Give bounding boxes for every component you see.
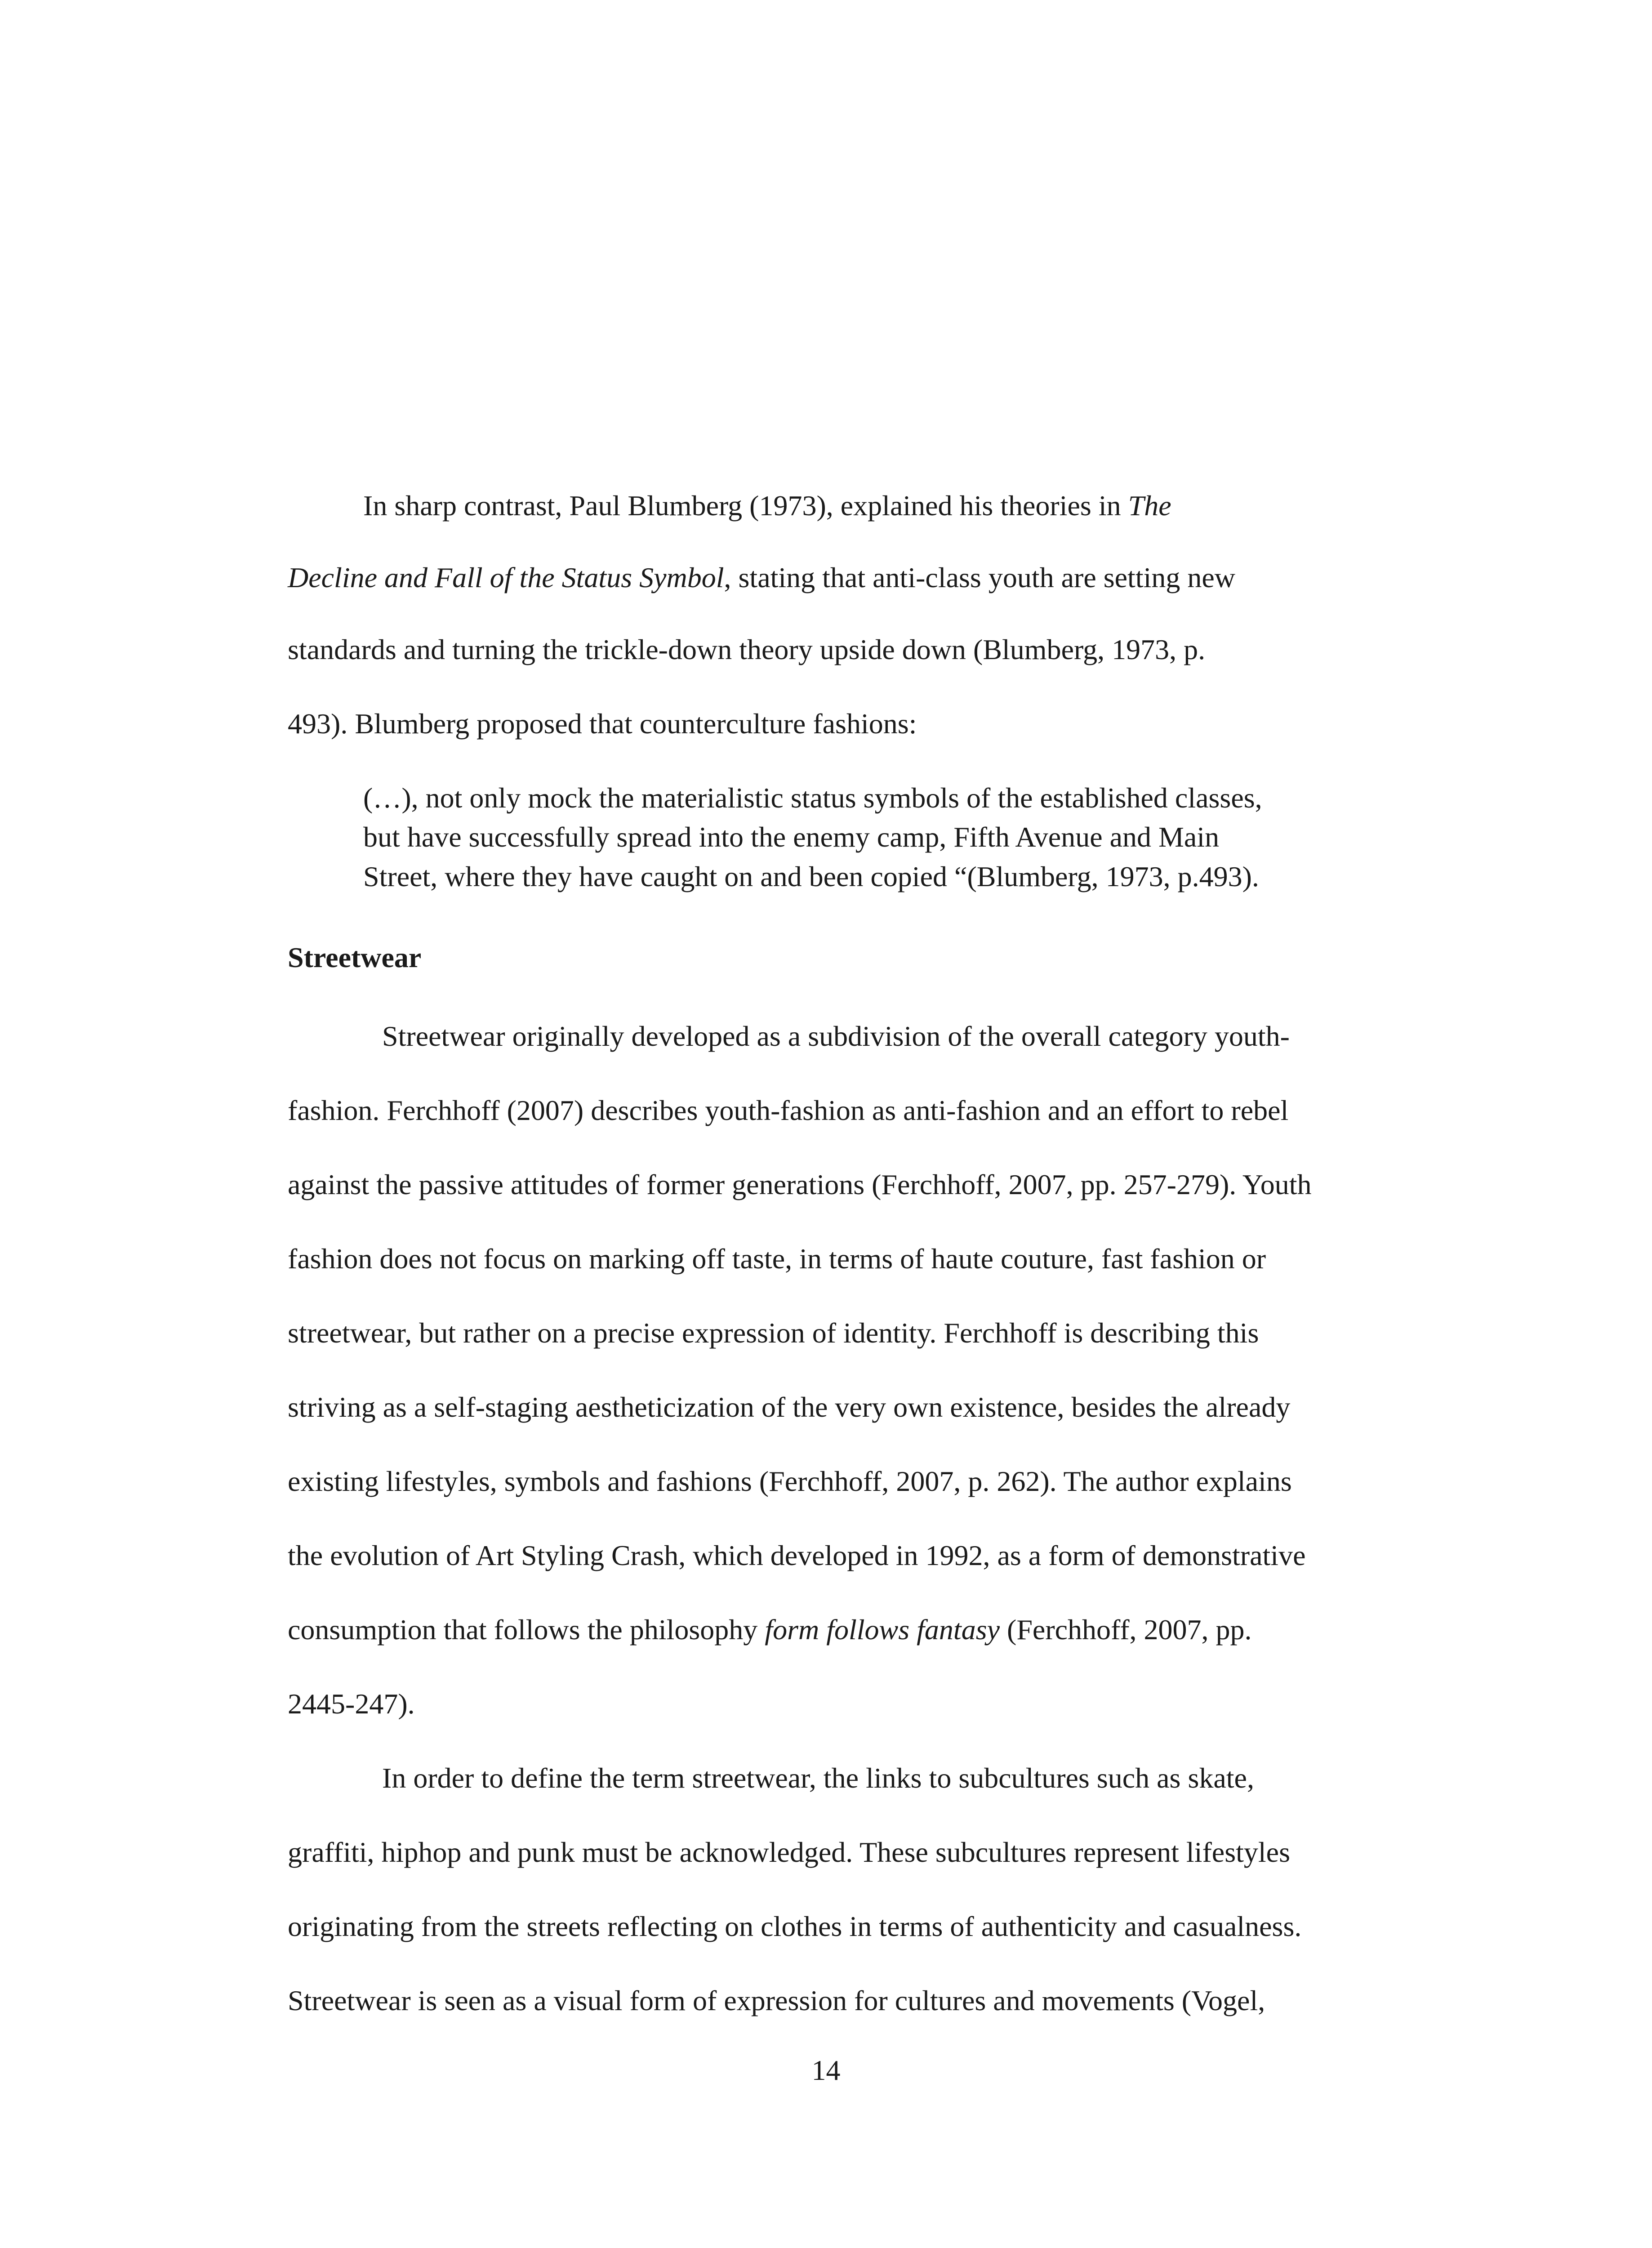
- book-title-part-1: The: [1128, 490, 1171, 522]
- paragraph-1-line-3: standards and turning the trickle-down theory upside down (Blumberg, 1973, p.: [288, 633, 1206, 665]
- paragraph-3-line-3: originating from the streets reflecting on clothes in terms of authenticity and casualness.: [288, 1910, 1302, 1942]
- paragraph-3-line-4: Streetwear is seen as a visual form of expression for cultures and movements (Vogel,: [288, 1985, 1265, 2016]
- paragraph-2-line-2: fashion. Ferchhoff (2007) describes youth-fashion as anti-fashion and an effort to rebel: [288, 1094, 1289, 1126]
- book-title-part-2: Decline and Fall of the Status Symbol: [288, 562, 724, 593]
- paragraph-2-line-9-text: consumption that follows the philosophy: [288, 1614, 765, 1646]
- paragraph-2-line-1: Streetwear originally developed as a subdivision of the overall category youth-: [382, 1020, 1290, 1052]
- paragraph-2-line-9: [288, 1612, 1252, 1648]
- philosophy-phrase: form follows fantasy: [765, 1614, 1000, 1646]
- paragraph-1-line-1-text: In sharp contrast, Paul Blumberg (1973), explained his theories in: [363, 490, 1128, 522]
- paragraph-2-line-7: existing lifestyles, symbols and fashions (Ferchhoff, 2007, p. 262). The author explains: [288, 1465, 1292, 1497]
- blockquote-line-1: (…), not only mock the materialistic status symbols of the established classes,: [363, 782, 1262, 814]
- paragraph-2-line-4: fashion does not focus on marking off taste, in terms of haute couture, fast fashion or: [288, 1243, 1266, 1275]
- paragraph-2-line-5: streetwear, but rather on a precise expression of identity. Ferchhoff is describing this: [288, 1317, 1259, 1349]
- page-number: 14: [811, 2054, 841, 2086]
- paragraph-2-line-8: the evolution of Art Styling Crash, which developed in 1992, as a form of demonstrative: [288, 1539, 1306, 1571]
- paragraph-2-line-10: 2445-247).: [288, 1688, 415, 1720]
- paragraph-2-line-3: against the passive attitudes of former generations (Ferchhoff, 2007, pp. 257-279). Youth: [288, 1169, 1312, 1200]
- blockquote-line-2: but have successfully spread into the enemy camp, Fifth Avenue and Main: [363, 821, 1220, 853]
- paragraph-3-line-2: graffiti, hiphop and punk must be acknowledged. These subcultures represent lifestyles: [288, 1836, 1290, 1868]
- paragraph-3-line-1: In order to define the term streetwear, the links to subcultures such as skate,: [382, 1762, 1254, 1794]
- paragraph-1-line-2: [288, 560, 1235, 596]
- section-heading: Streetwear: [288, 941, 422, 973]
- paragraph-1-line-4: 493). Blumberg proposed that counterculture fashions:: [288, 708, 917, 740]
- paragraph-1-line-1: [363, 488, 1171, 524]
- paragraph-2-line-9-end: (Ferchhoff, 2007, pp.: [1000, 1614, 1252, 1646]
- paragraph-2-line-6: striving as a self-staging aestheticization of the very own existence, besides the already: [288, 1391, 1291, 1423]
- paragraph-1-line-2-text: , stating that anti-class youth are setting new: [724, 562, 1235, 593]
- blockquote-line-3: Street, where they have caught on and been copied “(Blumberg, 1973, p.493).: [363, 861, 1259, 892]
